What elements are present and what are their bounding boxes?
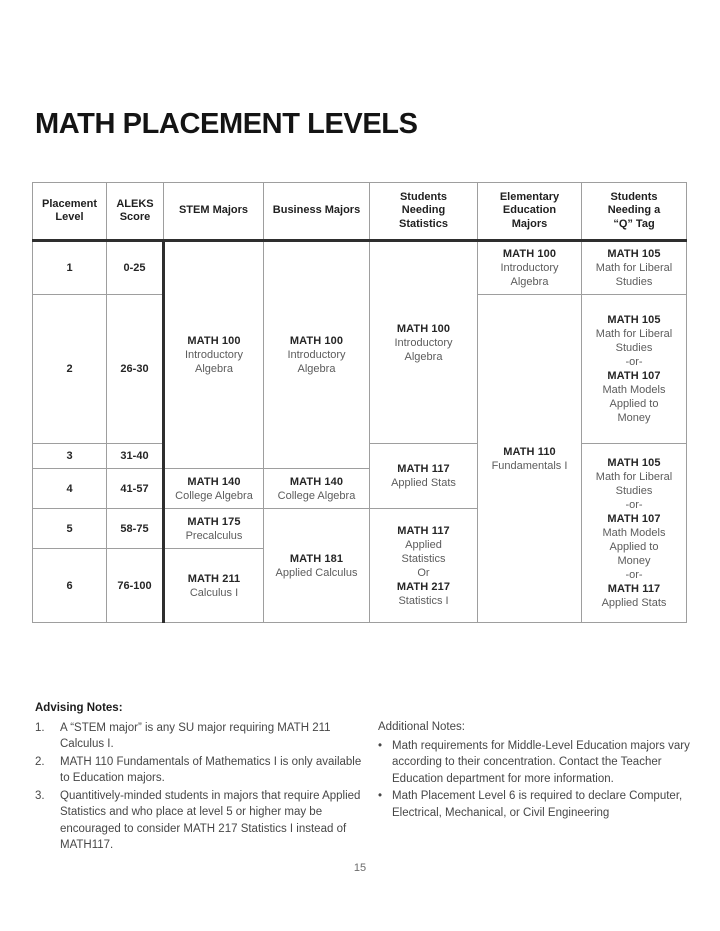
header-placement-level: Placement Level — [33, 183, 107, 241]
advising-note-2 — [35, 754, 367, 787]
table-header-row — [33, 183, 687, 241]
page-title: MATH PLACEMENT LEVELS — [35, 108, 418, 140]
level-6: 6 — [33, 549, 107, 623]
note-text: Quantitively-minded students in majors that require Applied Statistics and who place at level 5 or higher may be encouraged to consider MATH 217 Statistics I instead of MATH117. — [60, 789, 361, 851]
cell-qtag-row2: MATH 105 Math for Liberal Studies -or- MATH 107 Math Models Applied to Money — [582, 295, 687, 444]
level-5: 5 — [33, 509, 107, 549]
math-placement-table — [32, 182, 687, 623]
cell-stem-math211: MATH 211 Calculus I — [164, 549, 264, 623]
additional-notes-heading: Additional Notes: — [378, 721, 465, 733]
header-aleks-score: ALEKS Score — [107, 183, 164, 241]
cell-stats-math100: MATH 100 Introductory Algebra — [370, 241, 478, 444]
bullet-icon: • — [378, 790, 383, 802]
cell-stats-math117: MATH 117 Applied Stats — [370, 444, 478, 509]
cell-stem-math175: MATH 175 Precalculus — [164, 509, 264, 549]
level-3: 3 — [33, 444, 107, 469]
cell-qtag-rows3-6: MATH 105 Math for Liberal Studies -or- MATH 107 Math Models Applied to Money -or- MATH 117 Applied Stats — [582, 444, 687, 623]
table-row — [33, 241, 687, 295]
note-number: 3. — [35, 789, 45, 802]
score-41-57: 41-57 — [107, 469, 164, 509]
level-4: 4 — [33, 469, 107, 509]
cell-elem-math110: MATH 110 Fundamentals I — [478, 295, 582, 623]
note-number: 1. — [35, 721, 45, 734]
score-26-30: 26-30 — [107, 295, 164, 444]
header-elementary-education-majors: Elementary Education Majors — [478, 183, 582, 241]
header-students-needing-q-tag: Students Needing a “Q” Tag — [582, 183, 687, 241]
header-business-majors: Business Majors — [264, 183, 370, 241]
cell-qtag-row1: MATH 105 Math for Liberal Studies — [582, 241, 687, 295]
additional-note-1 — [378, 738, 693, 788]
note-number: 2. — [35, 755, 45, 768]
advising-notes-heading: Advising Notes: — [35, 702, 123, 714]
header-students-needing-statistics: Students Needing Statistics — [370, 183, 478, 241]
cell-elem-math100: MATH 100 Introductory Algebra — [478, 241, 582, 295]
cell-business-math140: MATH 140 College Algebra — [264, 469, 370, 509]
additional-notes-section — [378, 719, 693, 822]
cell-business-math181: MATH 181 Applied Calculus — [264, 509, 370, 623]
score-0-25: 0-25 — [107, 241, 164, 295]
cell-stem-math140: MATH 140 College Algebra — [164, 469, 264, 509]
cell-stats-math117-217: MATH 117 Applied Statistics Or MATH 217 Statistics I — [370, 509, 478, 623]
bullet-icon: • — [378, 739, 383, 752]
note-text: MATH 110 Fundamentals of Mathematics I is only available to Education majors. — [60, 755, 362, 784]
score-76-100: 76-100 — [107, 549, 164, 623]
page-number: 15 — [353, 862, 367, 874]
level-1: 1 — [33, 241, 107, 295]
score-58-75: 58-75 — [107, 509, 164, 549]
note-text: Math Placement Level 6 is required to declare Computer, Electrical, Mechanical, or Civil Engineering — [392, 790, 683, 819]
note-text: Math requirements for Middle-Level Education majors vary according to their concentration. Contact the Teacher Education department for more information. — [392, 739, 690, 785]
level-2: 2 — [33, 295, 107, 444]
score-31-40: 31-40 — [107, 444, 164, 469]
additional-note-2 — [378, 788, 693, 821]
advising-note-1 — [35, 720, 367, 753]
header-stem-majors: STEM Majors — [164, 183, 264, 241]
advising-note-3 — [35, 788, 367, 854]
note-text: A “STEM major” is any SU major requiring MATH 211 Calculus I. — [60, 721, 331, 750]
cell-business-math100: MATH 100 Introductory Algebra — [264, 241, 370, 469]
cell-stem-math100: MATH 100 Introductory Algebra — [164, 241, 264, 469]
advising-notes-section — [35, 700, 367, 855]
